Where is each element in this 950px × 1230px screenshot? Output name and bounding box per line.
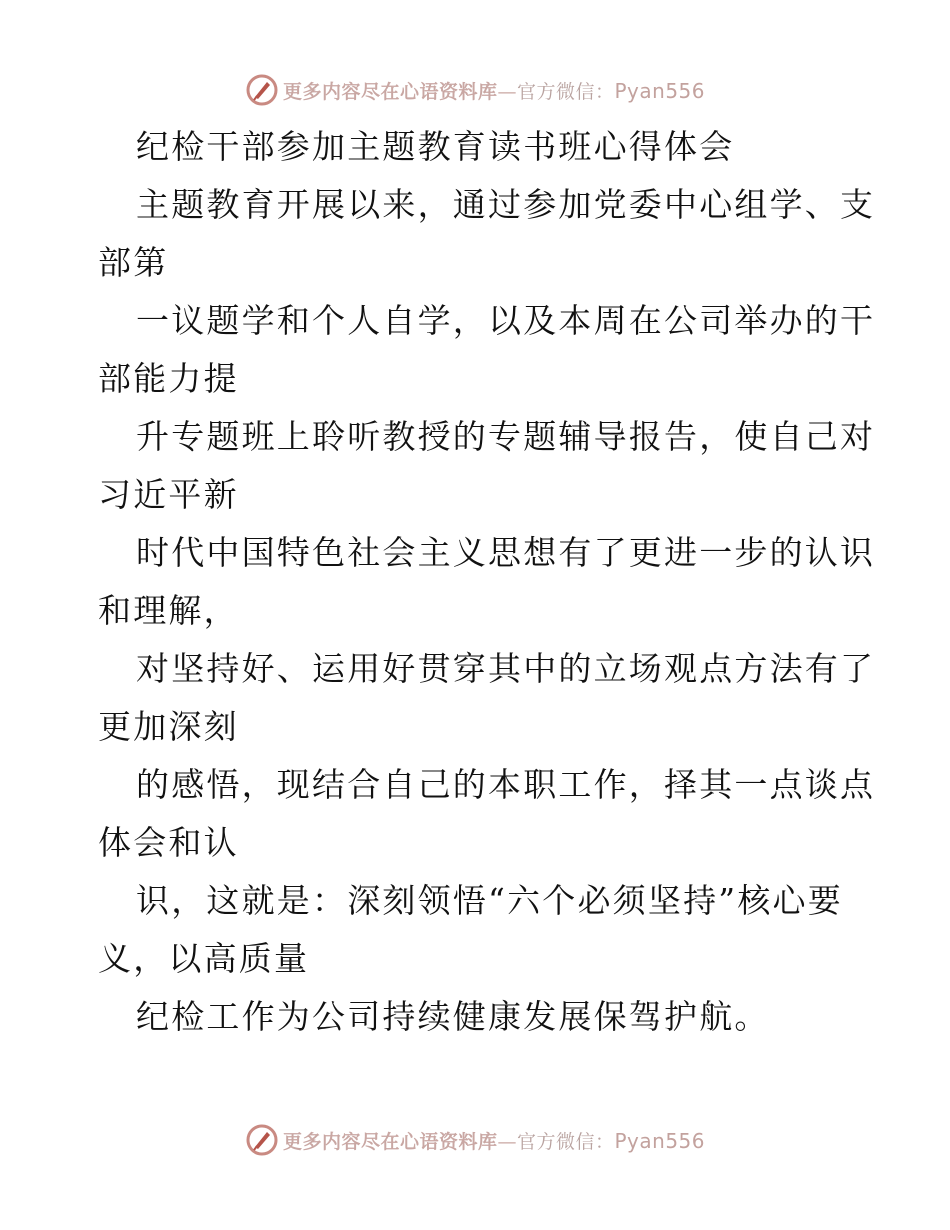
watermark-wechat-label: 官方微信：	[516, 1130, 615, 1153]
quill-pen-circle-icon	[245, 73, 279, 107]
document-text-line: 和理解，	[98, 591, 239, 630]
watermark-handle: Pyan556	[614, 78, 706, 103]
document-text-line: 升专题班上聆听教授的专题辅导报告，使自己对	[136, 417, 876, 456]
document-text-line: 义，以高质量	[98, 939, 310, 978]
watermark-text	[283, 77, 705, 104]
watermark-site: 更多内容尽在心语资料库	[282, 80, 498, 103]
watermark-header	[0, 72, 950, 108]
document-text-line: 部能力提	[98, 359, 239, 398]
watermark-dash: —	[497, 1130, 517, 1153]
document-text-line: 习近平新	[98, 475, 239, 514]
watermark-wechat-label: 官方微信：	[516, 80, 615, 103]
watermark-text	[283, 1127, 705, 1154]
document-title-line: 纪检干部参加主题教育读书班心得体会	[136, 127, 735, 166]
document-text-line: 时代中国特色社会主义思想有了更进一步的认识	[136, 533, 876, 572]
document-text-line: 更加深刻	[98, 707, 239, 746]
watermark-site: 更多内容尽在心语资料库	[282, 1130, 498, 1153]
quill-pen-circle-icon	[245, 1123, 279, 1157]
watermark-handle: Pyan556	[614, 1128, 706, 1153]
document-text-line: 体会和认	[98, 823, 239, 862]
document-text-line: 部第	[98, 243, 169, 282]
document-body	[98, 118, 876, 1046]
document-text-line: 识，这就是：深刻领悟“六个必须坚持”核心要	[136, 881, 843, 920]
watermark-dash: —	[497, 80, 517, 103]
document-text-line: 主题教育开展以来，通过参加党委中心组学、支	[136, 185, 876, 224]
document-text-line: 的感悟，现结合自己的本职工作，择其一点谈点	[136, 765, 876, 804]
watermark-footer	[0, 1122, 950, 1158]
document-text-line: 纪检工作为公司持续健康发展保驾护航。	[136, 997, 770, 1036]
document-text-line: 一议题学和个人自学，以及本周在公司举办的干	[136, 301, 876, 340]
document-text-line: 对坚持好、运用好贯穿其中的立场观点方法有了	[136, 649, 876, 688]
